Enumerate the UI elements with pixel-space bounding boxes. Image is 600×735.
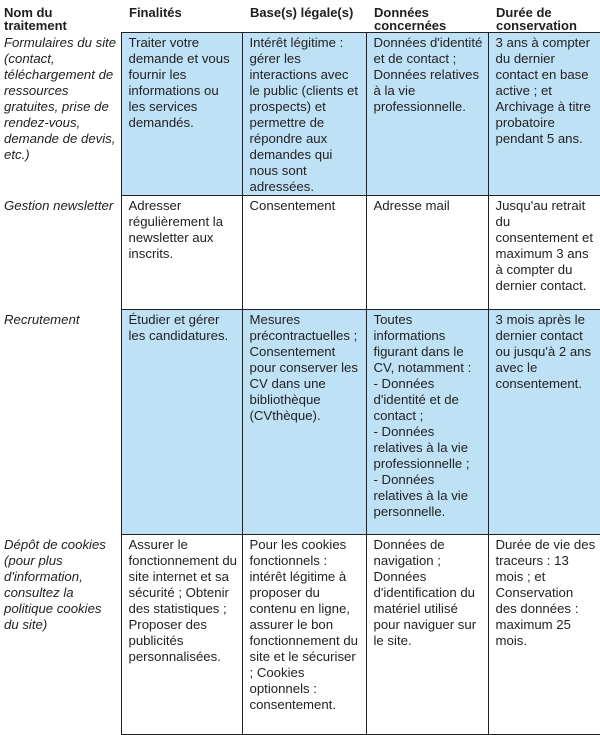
row-name: Recrutement bbox=[4, 311, 80, 327]
row-name: Gestion newsletter bbox=[4, 197, 114, 213]
row-duree: 3 ans à compter du dernier contact en base active ; et Archivage à titre probatoire pendant 5 ans. bbox=[488, 33, 600, 196]
row-duree: Jusqu'au retrait du consentement et maximum 3 ans à compter du dernier contact. bbox=[488, 196, 600, 310]
row-base-legale: Consentement bbox=[242, 196, 366, 310]
header-duree-de-conservation: Durée de conservation bbox=[496, 5, 577, 33]
table-row bbox=[0, 33, 600, 196]
row-base-legale: Intérêt légitime : gérer les interactions avec le public (clients et prospects) et permettre de répondre aux demandes qui nous sont adressées. bbox=[242, 33, 366, 196]
donnees-list-item: - Données relatives à la vie professionnelle ; bbox=[373, 424, 470, 471]
base-legale-line: Consentement pour conserver les CV dans une bibliothèque (CVthèque). bbox=[249, 344, 358, 423]
row-base-legale bbox=[242, 310, 366, 535]
row-finalites: Assurer le fonctionnement du site internet et sa sécurité ; Obtenir des statistiques ; Proposer des publicités personnalisées. bbox=[121, 535, 242, 735]
row-finalites: Adresser régulièrement la newsletter aux inscrits. bbox=[121, 196, 242, 310]
header-donnees-concernees: Données concernées bbox=[374, 5, 447, 33]
donnees-intro: Toutes informations figurant dans le CV, notamment : bbox=[373, 312, 472, 375]
table-header-row bbox=[0, 0, 600, 33]
row-duree: 3 mois après le dernier contact ou jusqu'à 2 ans avec le consentement. bbox=[488, 310, 600, 535]
row-base-legale: Pour les cookies fonctionnels : intérêt légitime à proposer du contenu en ligne, assurer le bon fonctionnement du site et le sécuriser ; Cookies optionnels : consentement. bbox=[242, 535, 366, 735]
row-name: Dépôt de cookies (pour plus d'information, consultez la politique cookies du site) bbox=[4, 536, 106, 632]
header-bases-legales: Base(s) légale(s) bbox=[250, 5, 354, 20]
row-finalites: Traiter votre demande et vous fournir les informations ou les services demandés. bbox=[121, 33, 242, 196]
row-name: Formulaires du site (contact, téléchargement de ressources gratuites, prise de rendez-vous, demande de devis, etc.) bbox=[4, 34, 117, 162]
header-nom-du-traitement: Nom du traitement bbox=[4, 5, 67, 33]
table-row bbox=[0, 196, 600, 310]
row-finalites: Étudier et gérer les candidatures. bbox=[121, 310, 242, 535]
row-donnees: Adresse mail bbox=[366, 196, 488, 310]
table-row bbox=[0, 310, 600, 535]
base-legale-line: Mesures précontractuelles ; bbox=[249, 312, 358, 343]
row-donnees: Données de navigation ; Données d'identification du matériel utilisé pour naviguer sur le site. bbox=[366, 535, 488, 735]
row-duree: Durée de vie des traceurs : 13 mois ; et Conservation des données : maximum 25 mois. bbox=[488, 535, 600, 735]
table-row bbox=[0, 535, 600, 735]
row-donnees bbox=[366, 310, 488, 535]
header-finalites: Finalités bbox=[129, 5, 182, 20]
donnees-list-item: - Données relatives à la vie personnelle. bbox=[373, 472, 469, 519]
donnees-list-item: - Données d'identité et de contact ; bbox=[373, 376, 459, 423]
row-donnees: Données d'identité et de contact ; Données relatives à la vie professionnelle. bbox=[366, 33, 488, 196]
